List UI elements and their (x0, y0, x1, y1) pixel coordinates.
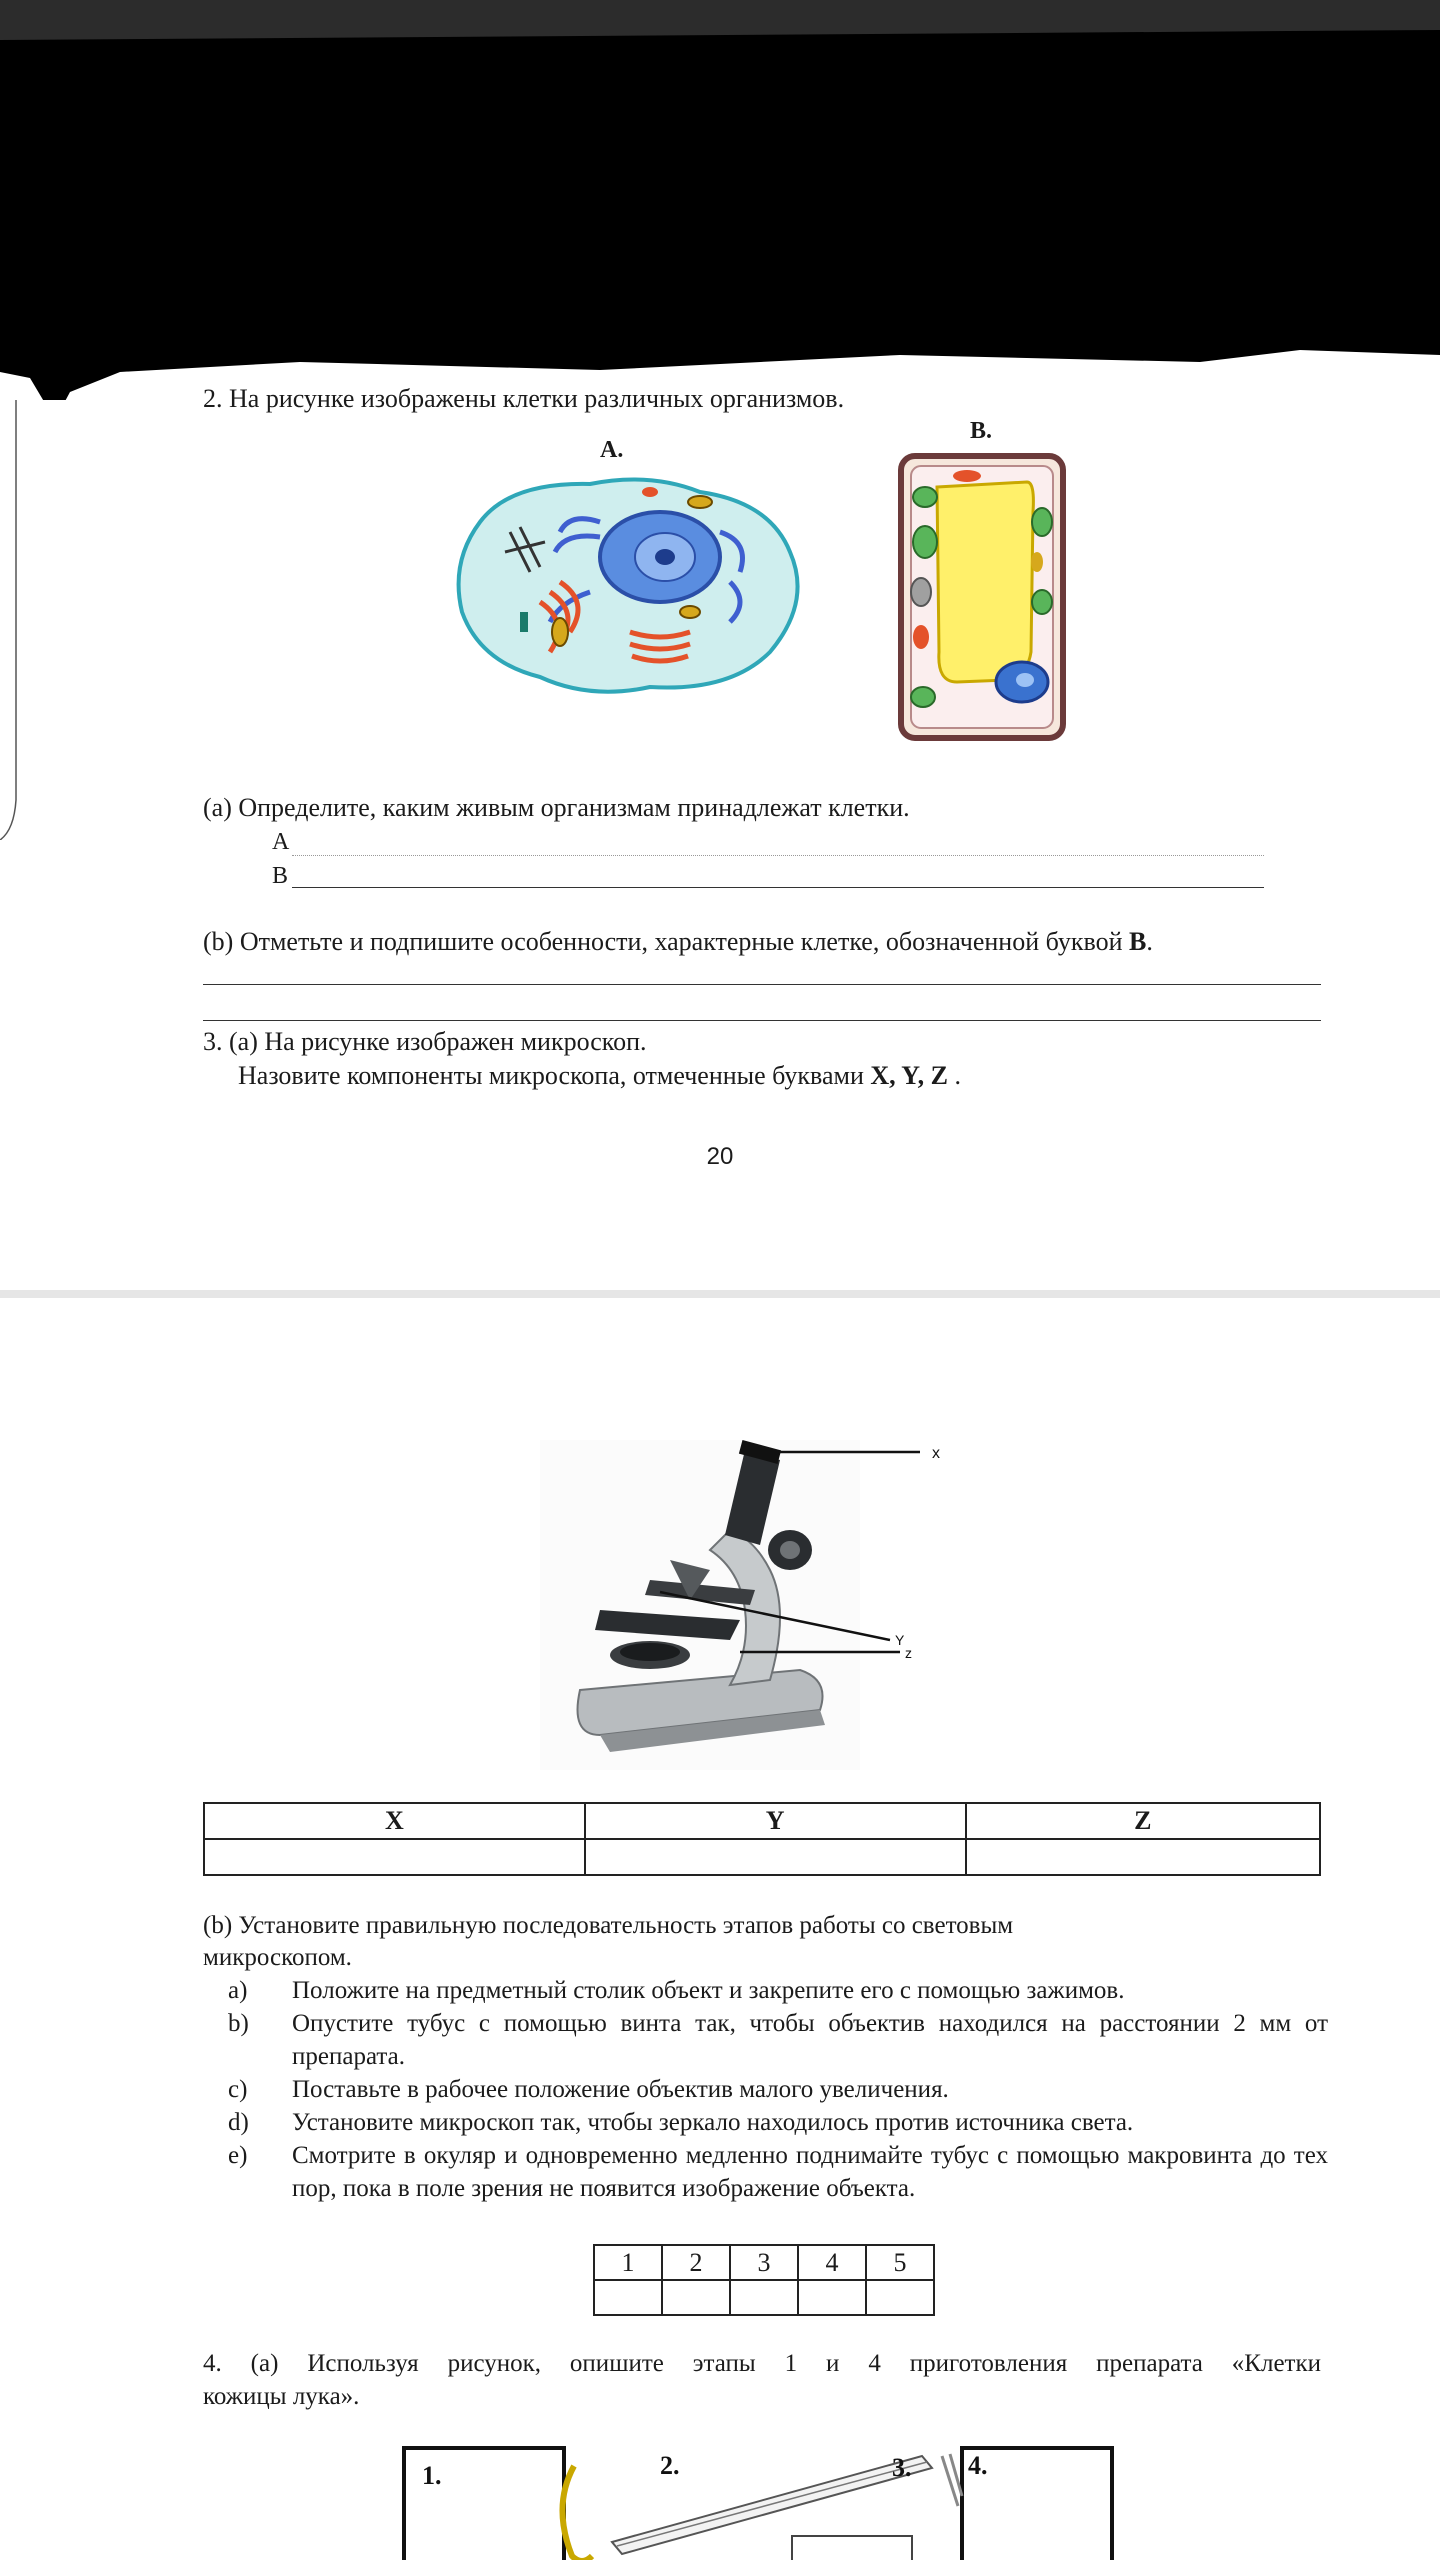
xyz-answer-y[interactable] (585, 1839, 966, 1875)
q2-part-a: (а) Определите, каким живым организмам принадлежат клетки. (203, 793, 910, 822)
step-text: Установите микроскоп так, чтобы зеркало находилось против источника света. (292, 2109, 1134, 2136)
onion-preparation-figure (402, 2446, 1122, 2565)
microscope-label-z: z (905, 1645, 912, 1661)
seq-header-5: 5 (866, 2245, 934, 2280)
page-number: 20 (706, 1143, 734, 1170)
page-edge-curve (0, 400, 20, 840)
q2-part-b-letter: В (1129, 927, 1147, 956)
seq-answer-5[interactable] (866, 2280, 934, 2315)
step-item-e (228, 2139, 1328, 2205)
q3-part-b-line1: (b) Установите правильную последовательность этапов работы со световым (203, 1912, 1014, 1939)
step-label: d) (228, 2109, 249, 2136)
xyz-answer-x[interactable] (204, 1839, 585, 1875)
cell-a-label: А. (600, 437, 624, 463)
panel-label-1: 1. (422, 2461, 442, 2490)
seq-answer-3[interactable] (730, 2280, 798, 2315)
answer-line-2[interactable] (203, 1020, 1321, 1021)
steps-list (228, 1974, 1328, 2205)
seq-answer-4[interactable] (798, 2280, 866, 2315)
q3-instruction-letters: X, Y, Z (870, 1061, 948, 1090)
q4-line1: 4. (а) Используя рисунок, опишите этапы 1 и 4 приготовления препарата «Клетки (203, 2350, 1321, 2377)
step-label: b) (228, 2010, 249, 2037)
step-item-a (228, 1974, 1328, 2007)
animal-cell-illustration (450, 462, 816, 707)
answer-b-line[interactable] (292, 887, 1264, 888)
panel-label-3: 3. (892, 2453, 912, 2482)
answer-a-label: А (272, 829, 290, 855)
seq-header-3: 3 (730, 2245, 798, 2280)
xyz-header-z: Z (966, 1803, 1320, 1839)
q3-title: 3. (а) На рисунке изображен микроскоп. (203, 1027, 647, 1056)
q3-instruction-text: Назовите компоненты микроскопа, отмеченные буквами (238, 1061, 864, 1090)
seq-header-1: 1 (594, 2245, 662, 2280)
step-item-c (228, 2073, 1328, 2106)
q2-part-b (203, 926, 1153, 958)
step-label: a) (228, 1977, 248, 2004)
xyz-answer-z[interactable] (966, 1839, 1320, 1875)
step-text: Положите на предметный столик объект и закрепите его с помощью зажимов. (292, 1977, 1125, 2004)
q2-title: 2. На рисунке изображены клетки различных организмов. (203, 384, 845, 413)
seq-answer-1[interactable] (594, 2280, 662, 2315)
step-text: Поставьте в рабочее положение объектив малого увеличения. (292, 2076, 949, 2103)
xyz-answer-table (203, 1802, 1321, 1876)
step-label: e) (228, 2142, 248, 2169)
answer-b-label: В (272, 863, 289, 889)
sequence-answer-table (593, 2244, 935, 2316)
cell-b-label: В. (970, 418, 993, 444)
q4-line2: кожицы лука». (203, 2383, 360, 2410)
microscope-label-y: Y (895, 1632, 905, 1648)
xyz-header-y: Y (585, 1803, 966, 1839)
microscope-illustration (540, 1440, 960, 1775)
plant-cell-illustration (897, 452, 1067, 747)
step-text: Опустите тубус с помощью винта так, чтобы объектив находился на расстоянии 2 мм от препарата. (292, 2010, 1328, 2070)
seq-header-4: 4 (798, 2245, 866, 2280)
step-item-b (228, 2007, 1328, 2073)
page-separator (0, 1290, 1440, 1298)
panel-label-2: 2. (660, 2451, 680, 2480)
q2-part-b-text: (b) Отметьте и подпишите особенности, характерные клетке, обозначенной буквой (203, 927, 1123, 956)
step-text: Смотрите в окуляр и одновременно медленно поднимайте тубус с помощью макровинта до тех пор, пока в поле зрения не появится изображение объекта. (292, 2142, 1328, 2202)
answer-line-1[interactable] (203, 984, 1321, 985)
q3-instruction-end: . (947, 1061, 961, 1090)
microscope-label-x: x (932, 1445, 940, 1462)
seq-header-2: 2 (662, 2245, 730, 2280)
answer-a-line[interactable] (292, 855, 1264, 856)
q2-part-b-end: . (1146, 927, 1153, 956)
panel-label-4: 4. (968, 2451, 988, 2480)
step-item-d (228, 2106, 1328, 2139)
step-label: c) (228, 2076, 248, 2103)
q3-instruction (238, 1060, 961, 1092)
redacted-header (0, 0, 1440, 400)
seq-answer-2[interactable] (662, 2280, 730, 2315)
xyz-header-x: X (204, 1803, 585, 1839)
q3-part-b-line2: микроскопом. (203, 1944, 352, 1971)
